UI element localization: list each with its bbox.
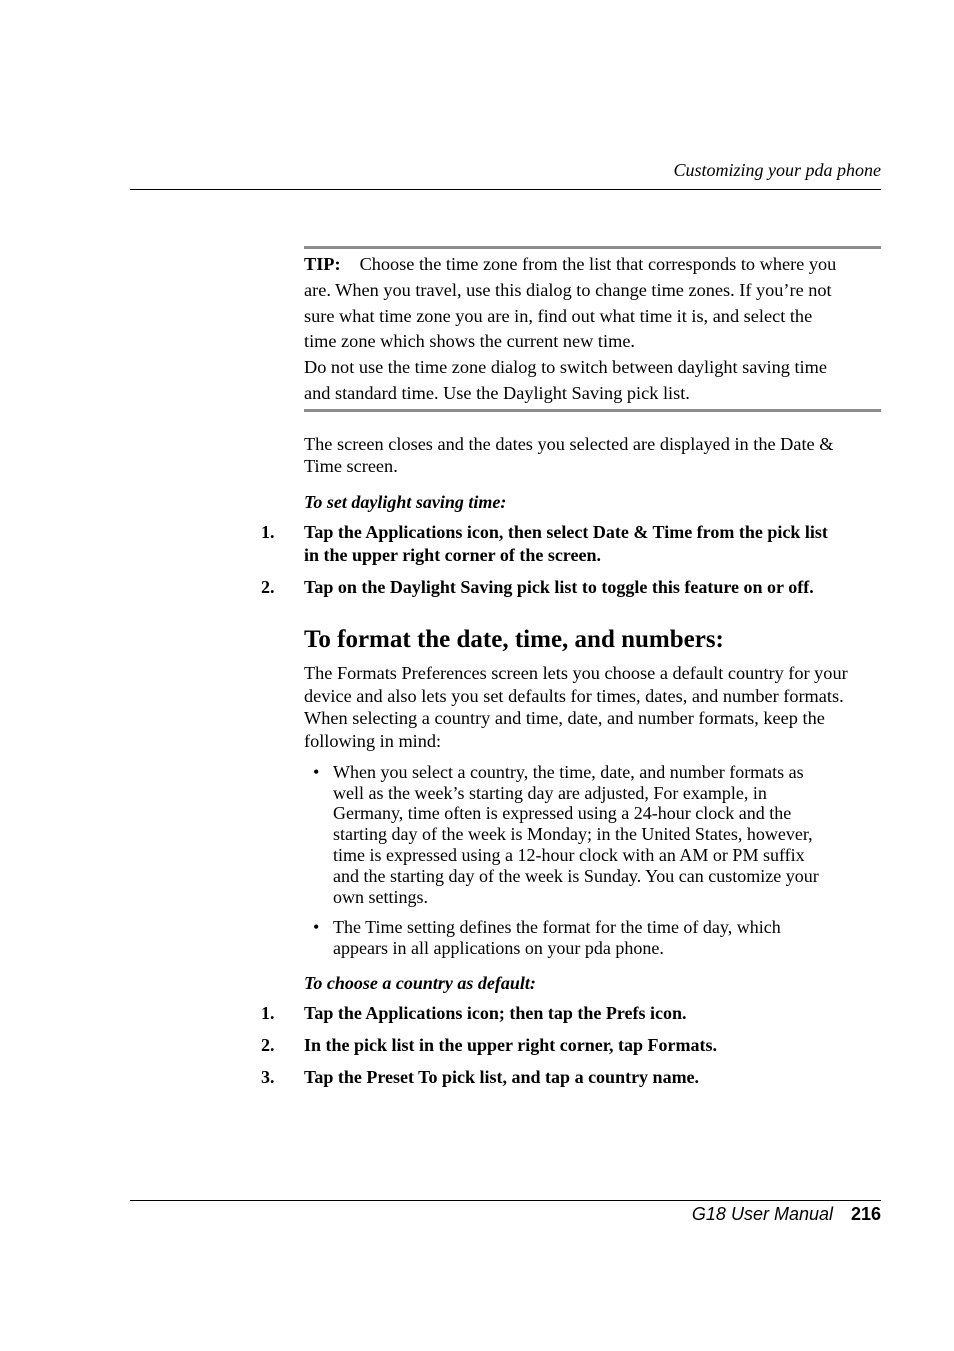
bullet-1-line-1: When you select a country, the time, date, and number formats as [333, 762, 804, 782]
formats-paragraph-line-1: The Formats Preferences screen lets you choose a default country for your [304, 663, 848, 683]
tip-line-3: sure what time zone you are in, find out what time it is, and select the [304, 306, 813, 326]
formats-paragraph-line-4: following in mind: [304, 731, 442, 751]
bullet-1-line-2: well as the week’s starting day are adjusted, For example, in [333, 783, 767, 803]
country-step-2-line-1: In the pick list in the upper right corner, tap Formats. [304, 1035, 718, 1055]
bullet-1-line-7: own settings. [333, 887, 429, 907]
formats-paragraph-line-3: When selecting a country and time, date, and number formats, keep the [304, 708, 825, 728]
bullet-2-line-2: appears in all applications on your pda phone. [333, 938, 664, 958]
tip-bottom-rule [304, 409, 881, 412]
country-step-2-number: 2. [261, 1035, 275, 1055]
tip-line-1 [304, 252, 836, 276]
tip-line-2: are. When you travel, use this dialog to change time zones. If you’re not [304, 280, 832, 300]
page-number: 216 [850, 1204, 881, 1224]
running-header: Customizing your pda phone [673, 160, 881, 180]
bullet-2-line-1: The Time setting defines the format for the time of day, which [333, 917, 781, 937]
daylight-procedure-title: To set daylight saving time: [304, 492, 507, 512]
country-step-3-line-1: Tap the Preset To pick list, and tap a country name. [304, 1067, 700, 1087]
bullet-2-symbol: • [313, 917, 320, 937]
header-rule [130, 189, 881, 190]
country-procedure-title: To choose a country as default: [304, 973, 536, 993]
bullet-1-symbol: • [313, 762, 320, 782]
tip-top-rule [304, 246, 881, 249]
country-step-1-line-1: Tap the Applications icon; then tap the Prefs icon. [304, 1003, 687, 1023]
tip-label: TIP: [304, 254, 341, 274]
daylight-step-2-number: 2. [261, 577, 275, 597]
daylight-step-1-number: 1. [261, 522, 275, 542]
bullet-1-line-3: Germany, time often is expressed using a 24-hour clock and the [333, 803, 792, 823]
daylight-step-1-line-1: Tap the Applications icon, then select Date & Time from the pick list [304, 522, 828, 542]
tip-line-5: Do not use the time zone dialog to switch between daylight saving time [304, 357, 827, 377]
intro-line-2: Time screen. [304, 456, 398, 476]
footer-rule [130, 1200, 881, 1201]
section-heading: To format the date, time, and numbers: [304, 626, 724, 653]
intro-line-1: The screen closes and the dates you selected are displayed in the Date & [304, 434, 834, 454]
bullet-1-line-6: and the starting day of the week is Sunday. You can customize your [333, 866, 819, 886]
daylight-step-1-line-2: in the upper right corner of the screen. [304, 545, 601, 565]
bullet-1-line-4: starting day of the week is Monday; in the United States, however, [333, 824, 813, 844]
tip-line-4: time zone which shows the current new time. [304, 331, 635, 351]
tip-line-6: and standard time. Use the Daylight Saving pick list. [304, 383, 690, 403]
tip-text: Choose the time zone from the list that corresponds to where you [359, 254, 837, 274]
formats-paragraph-line-2: device and also lets you set defaults for times, dates, and number formats. [304, 686, 844, 706]
footer-manual-title: G18 User Manual [691, 1204, 833, 1224]
country-step-3-number: 3. [261, 1067, 275, 1087]
country-step-1-number: 1. [261, 1003, 275, 1023]
bullet-1-line-5: time is expressed using a 12-hour clock with an AM or PM suffix [333, 845, 805, 865]
daylight-step-2-line-1: Tap on the Daylight Saving pick list to toggle this feature on or off. [304, 577, 814, 597]
